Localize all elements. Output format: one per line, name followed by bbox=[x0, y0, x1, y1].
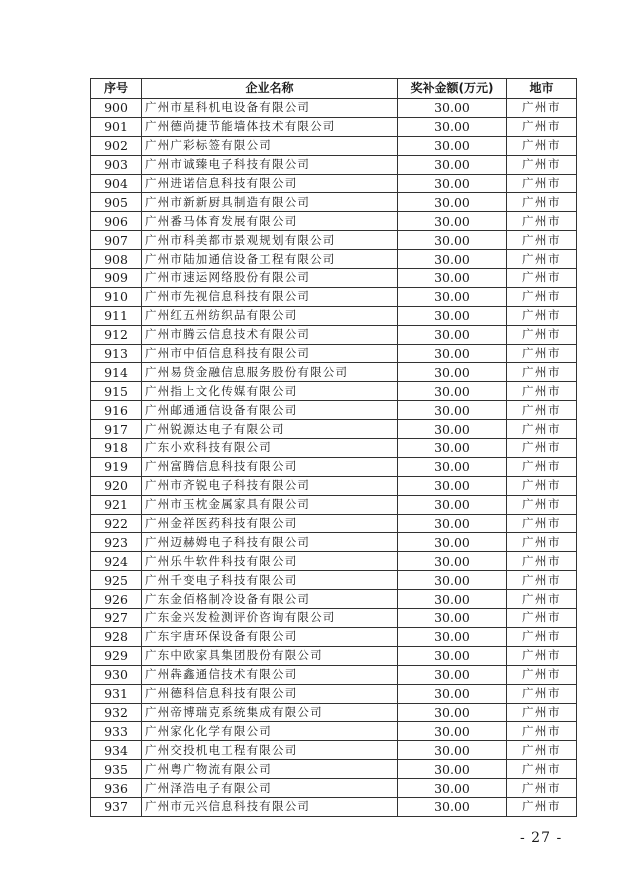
city-cell: 广州市 bbox=[507, 533, 577, 552]
serial-number-cell: 929 bbox=[91, 646, 142, 665]
company-name-cell: 广东小欢科技有限公司 bbox=[142, 439, 398, 458]
serial-number-cell: 924 bbox=[91, 552, 142, 571]
company-name-cell: 广州市中佰信息科技有限公司 bbox=[142, 344, 398, 363]
company-name-cell: 广东宇唐环保设备有限公司 bbox=[142, 627, 398, 646]
company-name-cell: 广州市齐锐电子科技有限公司 bbox=[142, 476, 398, 495]
subsidy-amount-cell: 30.00 bbox=[398, 420, 507, 439]
table-row bbox=[91, 155, 577, 174]
subsidy-amount-cell: 30.00 bbox=[398, 174, 507, 193]
company-name-cell: 广东金佰格制冷设备有限公司 bbox=[142, 590, 398, 609]
serial-number-cell: 917 bbox=[91, 420, 142, 439]
header-city: 地市 bbox=[507, 79, 577, 99]
serial-number-cell: 910 bbox=[91, 287, 142, 306]
serial-number-cell: 909 bbox=[91, 269, 142, 288]
subsidy-amount-cell: 30.00 bbox=[398, 684, 507, 703]
company-name-cell: 广州交投机电工程有限公司 bbox=[142, 741, 398, 760]
subsidy-amount-cell: 30.00 bbox=[398, 155, 507, 174]
table-row bbox=[91, 193, 577, 212]
page-number: - 27 - bbox=[520, 830, 563, 846]
table-row bbox=[91, 552, 577, 571]
subsidy-amount-cell: 30.00 bbox=[398, 476, 507, 495]
subsidy-amount-cell: 30.00 bbox=[398, 287, 507, 306]
serial-number-cell: 902 bbox=[91, 136, 142, 155]
serial-number-cell: 911 bbox=[91, 306, 142, 325]
company-name-cell: 广州市诚臻电子科技有限公司 bbox=[142, 155, 398, 174]
company-name-cell: 广州市速运网络股份有限公司 bbox=[142, 269, 398, 288]
serial-number-cell: 900 bbox=[91, 99, 142, 118]
table-row bbox=[91, 117, 577, 136]
subsidy-amount-cell: 30.00 bbox=[398, 136, 507, 155]
serial-number-cell: 923 bbox=[91, 533, 142, 552]
subsidy-amount-cell: 30.00 bbox=[398, 439, 507, 458]
table-row bbox=[91, 250, 577, 269]
subsidy-amount-cell: 30.00 bbox=[398, 590, 507, 609]
city-cell: 广州市 bbox=[507, 250, 577, 269]
subsidy-amount-cell: 30.00 bbox=[398, 533, 507, 552]
serial-number-cell: 919 bbox=[91, 457, 142, 476]
subsidy-amount-cell: 30.00 bbox=[398, 250, 507, 269]
serial-number-cell: 922 bbox=[91, 514, 142, 533]
company-name-cell: 广州金祥医药科技有限公司 bbox=[142, 514, 398, 533]
table-row bbox=[91, 174, 577, 193]
company-name-cell: 广州邮通通信设备有限公司 bbox=[142, 401, 398, 420]
subsidy-amount-cell: 30.00 bbox=[398, 325, 507, 344]
city-cell: 广州市 bbox=[507, 117, 577, 136]
subsidy-amount-cell: 30.00 bbox=[398, 212, 507, 231]
company-name-cell: 广州家化化学有限公司 bbox=[142, 722, 398, 741]
table-row bbox=[91, 382, 577, 401]
serial-number-cell: 905 bbox=[91, 193, 142, 212]
serial-number-cell: 934 bbox=[91, 741, 142, 760]
table-row bbox=[91, 797, 577, 816]
table-row bbox=[91, 741, 577, 760]
subsidy-amount-cell: 30.00 bbox=[398, 344, 507, 363]
city-cell: 广州市 bbox=[507, 382, 577, 401]
city-cell: 广州市 bbox=[507, 590, 577, 609]
subsidy-amount-cell: 30.00 bbox=[398, 269, 507, 288]
city-cell: 广州市 bbox=[507, 703, 577, 722]
company-name-cell: 广州指上文化传媒有限公司 bbox=[142, 382, 398, 401]
city-cell: 广州市 bbox=[507, 287, 577, 306]
city-cell: 广州市 bbox=[507, 797, 577, 816]
table-row bbox=[91, 590, 577, 609]
table-row bbox=[91, 136, 577, 155]
company-name-cell: 广州粤广物流有限公司 bbox=[142, 760, 398, 779]
serial-number-cell: 913 bbox=[91, 344, 142, 363]
company-name-cell: 广州广彩标签有限公司 bbox=[142, 136, 398, 155]
table-row bbox=[91, 722, 577, 741]
table-row bbox=[91, 627, 577, 646]
city-cell: 广州市 bbox=[507, 325, 577, 344]
table-row bbox=[91, 476, 577, 495]
city-cell: 广州市 bbox=[507, 439, 577, 458]
serial-number-cell: 901 bbox=[91, 117, 142, 136]
table-row bbox=[91, 760, 577, 779]
table-row bbox=[91, 420, 577, 439]
table-row bbox=[91, 344, 577, 363]
city-cell: 广州市 bbox=[507, 269, 577, 288]
city-cell: 广州市 bbox=[507, 722, 577, 741]
table-row bbox=[91, 99, 577, 118]
subsidy-amount-cell: 30.00 bbox=[398, 495, 507, 514]
subsidy-amount-cell: 30.00 bbox=[398, 741, 507, 760]
header-serial-number: 序号 bbox=[91, 79, 142, 99]
city-cell: 广州市 bbox=[507, 344, 577, 363]
serial-number-cell: 932 bbox=[91, 703, 142, 722]
company-name-cell: 广州犇鑫通信技术有限公司 bbox=[142, 665, 398, 684]
subsidy-amount-cell: 30.00 bbox=[398, 627, 507, 646]
table-row bbox=[91, 533, 577, 552]
subsidy-amount-cell: 30.00 bbox=[398, 703, 507, 722]
table-row bbox=[91, 306, 577, 325]
table-row bbox=[91, 457, 577, 476]
city-cell: 广州市 bbox=[507, 401, 577, 420]
table-row bbox=[91, 269, 577, 288]
subsidy-amount-cell: 30.00 bbox=[398, 117, 507, 136]
city-cell: 广州市 bbox=[507, 779, 577, 798]
company-name-cell: 广州富腾信息科技有限公司 bbox=[142, 457, 398, 476]
serial-number-cell: 916 bbox=[91, 401, 142, 420]
serial-number-cell: 925 bbox=[91, 571, 142, 590]
table-row bbox=[91, 212, 577, 231]
document-page bbox=[90, 78, 576, 817]
table-row bbox=[91, 571, 577, 590]
city-cell: 广州市 bbox=[507, 231, 577, 250]
city-cell: 广州市 bbox=[507, 646, 577, 665]
table-row bbox=[91, 684, 577, 703]
subsidy-table bbox=[90, 78, 577, 817]
serial-number-cell: 927 bbox=[91, 609, 142, 628]
city-cell: 广州市 bbox=[507, 760, 577, 779]
serial-number-cell: 936 bbox=[91, 779, 142, 798]
table-row bbox=[91, 287, 577, 306]
table-row bbox=[91, 646, 577, 665]
city-cell: 广州市 bbox=[507, 136, 577, 155]
company-name-cell: 广州市新新厨具制造有限公司 bbox=[142, 193, 398, 212]
city-cell: 广州市 bbox=[507, 212, 577, 231]
city-cell: 广州市 bbox=[507, 457, 577, 476]
subsidy-amount-cell: 30.00 bbox=[398, 609, 507, 628]
company-name-cell: 广州易贷金融信息服务股份有限公司 bbox=[142, 363, 398, 382]
serial-number-cell: 928 bbox=[91, 627, 142, 646]
city-cell: 广州市 bbox=[507, 514, 577, 533]
city-cell: 广州市 bbox=[507, 609, 577, 628]
serial-number-cell: 933 bbox=[91, 722, 142, 741]
subsidy-amount-cell: 30.00 bbox=[398, 231, 507, 250]
city-cell: 广州市 bbox=[507, 193, 577, 212]
subsidy-amount-cell: 30.00 bbox=[398, 382, 507, 401]
header-company-name: 企业名称 bbox=[142, 79, 398, 99]
header-subsidy-amount: 奖补金额(万元) bbox=[398, 79, 507, 99]
table-header-row bbox=[91, 79, 577, 99]
company-name-cell: 广州进诺信息科技有限公司 bbox=[142, 174, 398, 193]
serial-number-cell: 930 bbox=[91, 665, 142, 684]
subsidy-amount-cell: 30.00 bbox=[398, 779, 507, 798]
subsidy-amount-cell: 30.00 bbox=[398, 646, 507, 665]
city-cell: 广州市 bbox=[507, 552, 577, 571]
company-name-cell: 广州德科信息科技有限公司 bbox=[142, 684, 398, 703]
city-cell: 广州市 bbox=[507, 174, 577, 193]
subsidy-amount-cell: 30.00 bbox=[398, 99, 507, 118]
table-row bbox=[91, 401, 577, 420]
city-cell: 广州市 bbox=[507, 684, 577, 703]
company-name-cell: 广州泽浩电子有限公司 bbox=[142, 779, 398, 798]
city-cell: 广州市 bbox=[507, 571, 577, 590]
table-row bbox=[91, 363, 577, 382]
company-name-cell: 广州市元兴信息科技有限公司 bbox=[142, 797, 398, 816]
serial-number-cell: 915 bbox=[91, 382, 142, 401]
subsidy-amount-cell: 30.00 bbox=[398, 797, 507, 816]
city-cell: 广州市 bbox=[507, 476, 577, 495]
city-cell: 广州市 bbox=[507, 665, 577, 684]
subsidy-amount-cell: 30.00 bbox=[398, 665, 507, 684]
serial-number-cell: 906 bbox=[91, 212, 142, 231]
table-row bbox=[91, 231, 577, 250]
company-name-cell: 广州市玉枕金属家具有限公司 bbox=[142, 495, 398, 514]
company-name-cell: 广州市陆加通信设备工程有限公司 bbox=[142, 250, 398, 269]
subsidy-amount-cell: 30.00 bbox=[398, 306, 507, 325]
table-row bbox=[91, 665, 577, 684]
serial-number-cell: 937 bbox=[91, 797, 142, 816]
city-cell: 广州市 bbox=[507, 306, 577, 325]
city-cell: 广州市 bbox=[507, 495, 577, 514]
company-name-cell: 广州千变电子科技有限公司 bbox=[142, 571, 398, 590]
company-name-cell: 广州乐牛软件科技有限公司 bbox=[142, 552, 398, 571]
table-body bbox=[91, 99, 577, 817]
city-cell: 广州市 bbox=[507, 99, 577, 118]
company-name-cell: 广州帝博瑞克系统集成有限公司 bbox=[142, 703, 398, 722]
serial-number-cell: 918 bbox=[91, 439, 142, 458]
company-name-cell: 广州番马体育发展有限公司 bbox=[142, 212, 398, 231]
company-name-cell: 广州德尚捷节能墙体技术有限公司 bbox=[142, 117, 398, 136]
subsidy-amount-cell: 30.00 bbox=[398, 760, 507, 779]
subsidy-amount-cell: 30.00 bbox=[398, 193, 507, 212]
company-name-cell: 广州锐源达电子有限公司 bbox=[142, 420, 398, 439]
company-name-cell: 广州市先视信息科技有限公司 bbox=[142, 287, 398, 306]
city-cell: 广州市 bbox=[507, 420, 577, 439]
company-name-cell: 广州市星科机电设备有限公司 bbox=[142, 99, 398, 118]
subsidy-amount-cell: 30.00 bbox=[398, 401, 507, 420]
subsidy-amount-cell: 30.00 bbox=[398, 571, 507, 590]
table-row bbox=[91, 514, 577, 533]
serial-number-cell: 921 bbox=[91, 495, 142, 514]
city-cell: 广州市 bbox=[507, 363, 577, 382]
serial-number-cell: 920 bbox=[91, 476, 142, 495]
company-name-cell: 广东金兴发检测评价咨询有限公司 bbox=[142, 609, 398, 628]
subsidy-amount-cell: 30.00 bbox=[398, 363, 507, 382]
serial-number-cell: 908 bbox=[91, 250, 142, 269]
table-row bbox=[91, 325, 577, 344]
table-row bbox=[91, 609, 577, 628]
city-cell: 广州市 bbox=[507, 155, 577, 174]
company-name-cell: 广州市科美都市景观规划有限公司 bbox=[142, 231, 398, 250]
subsidy-amount-cell: 30.00 bbox=[398, 552, 507, 571]
serial-number-cell: 914 bbox=[91, 363, 142, 382]
serial-number-cell: 935 bbox=[91, 760, 142, 779]
subsidy-amount-cell: 30.00 bbox=[398, 514, 507, 533]
table-row bbox=[91, 703, 577, 722]
table-row bbox=[91, 779, 577, 798]
serial-number-cell: 931 bbox=[91, 684, 142, 703]
serial-number-cell: 912 bbox=[91, 325, 142, 344]
city-cell: 广州市 bbox=[507, 741, 577, 760]
serial-number-cell: 926 bbox=[91, 590, 142, 609]
subsidy-amount-cell: 30.00 bbox=[398, 457, 507, 476]
serial-number-cell: 903 bbox=[91, 155, 142, 174]
serial-number-cell: 907 bbox=[91, 231, 142, 250]
subsidy-amount-cell: 30.00 bbox=[398, 722, 507, 741]
table-row bbox=[91, 439, 577, 458]
company-name-cell: 广州红五州纺织品有限公司 bbox=[142, 306, 398, 325]
company-name-cell: 广州市腾云信息技术有限公司 bbox=[142, 325, 398, 344]
company-name-cell: 广州迈赫姆电子科技有限公司 bbox=[142, 533, 398, 552]
company-name-cell: 广东中欧家具集团股份有限公司 bbox=[142, 646, 398, 665]
table-row bbox=[91, 495, 577, 514]
serial-number-cell: 904 bbox=[91, 174, 142, 193]
city-cell: 广州市 bbox=[507, 627, 577, 646]
